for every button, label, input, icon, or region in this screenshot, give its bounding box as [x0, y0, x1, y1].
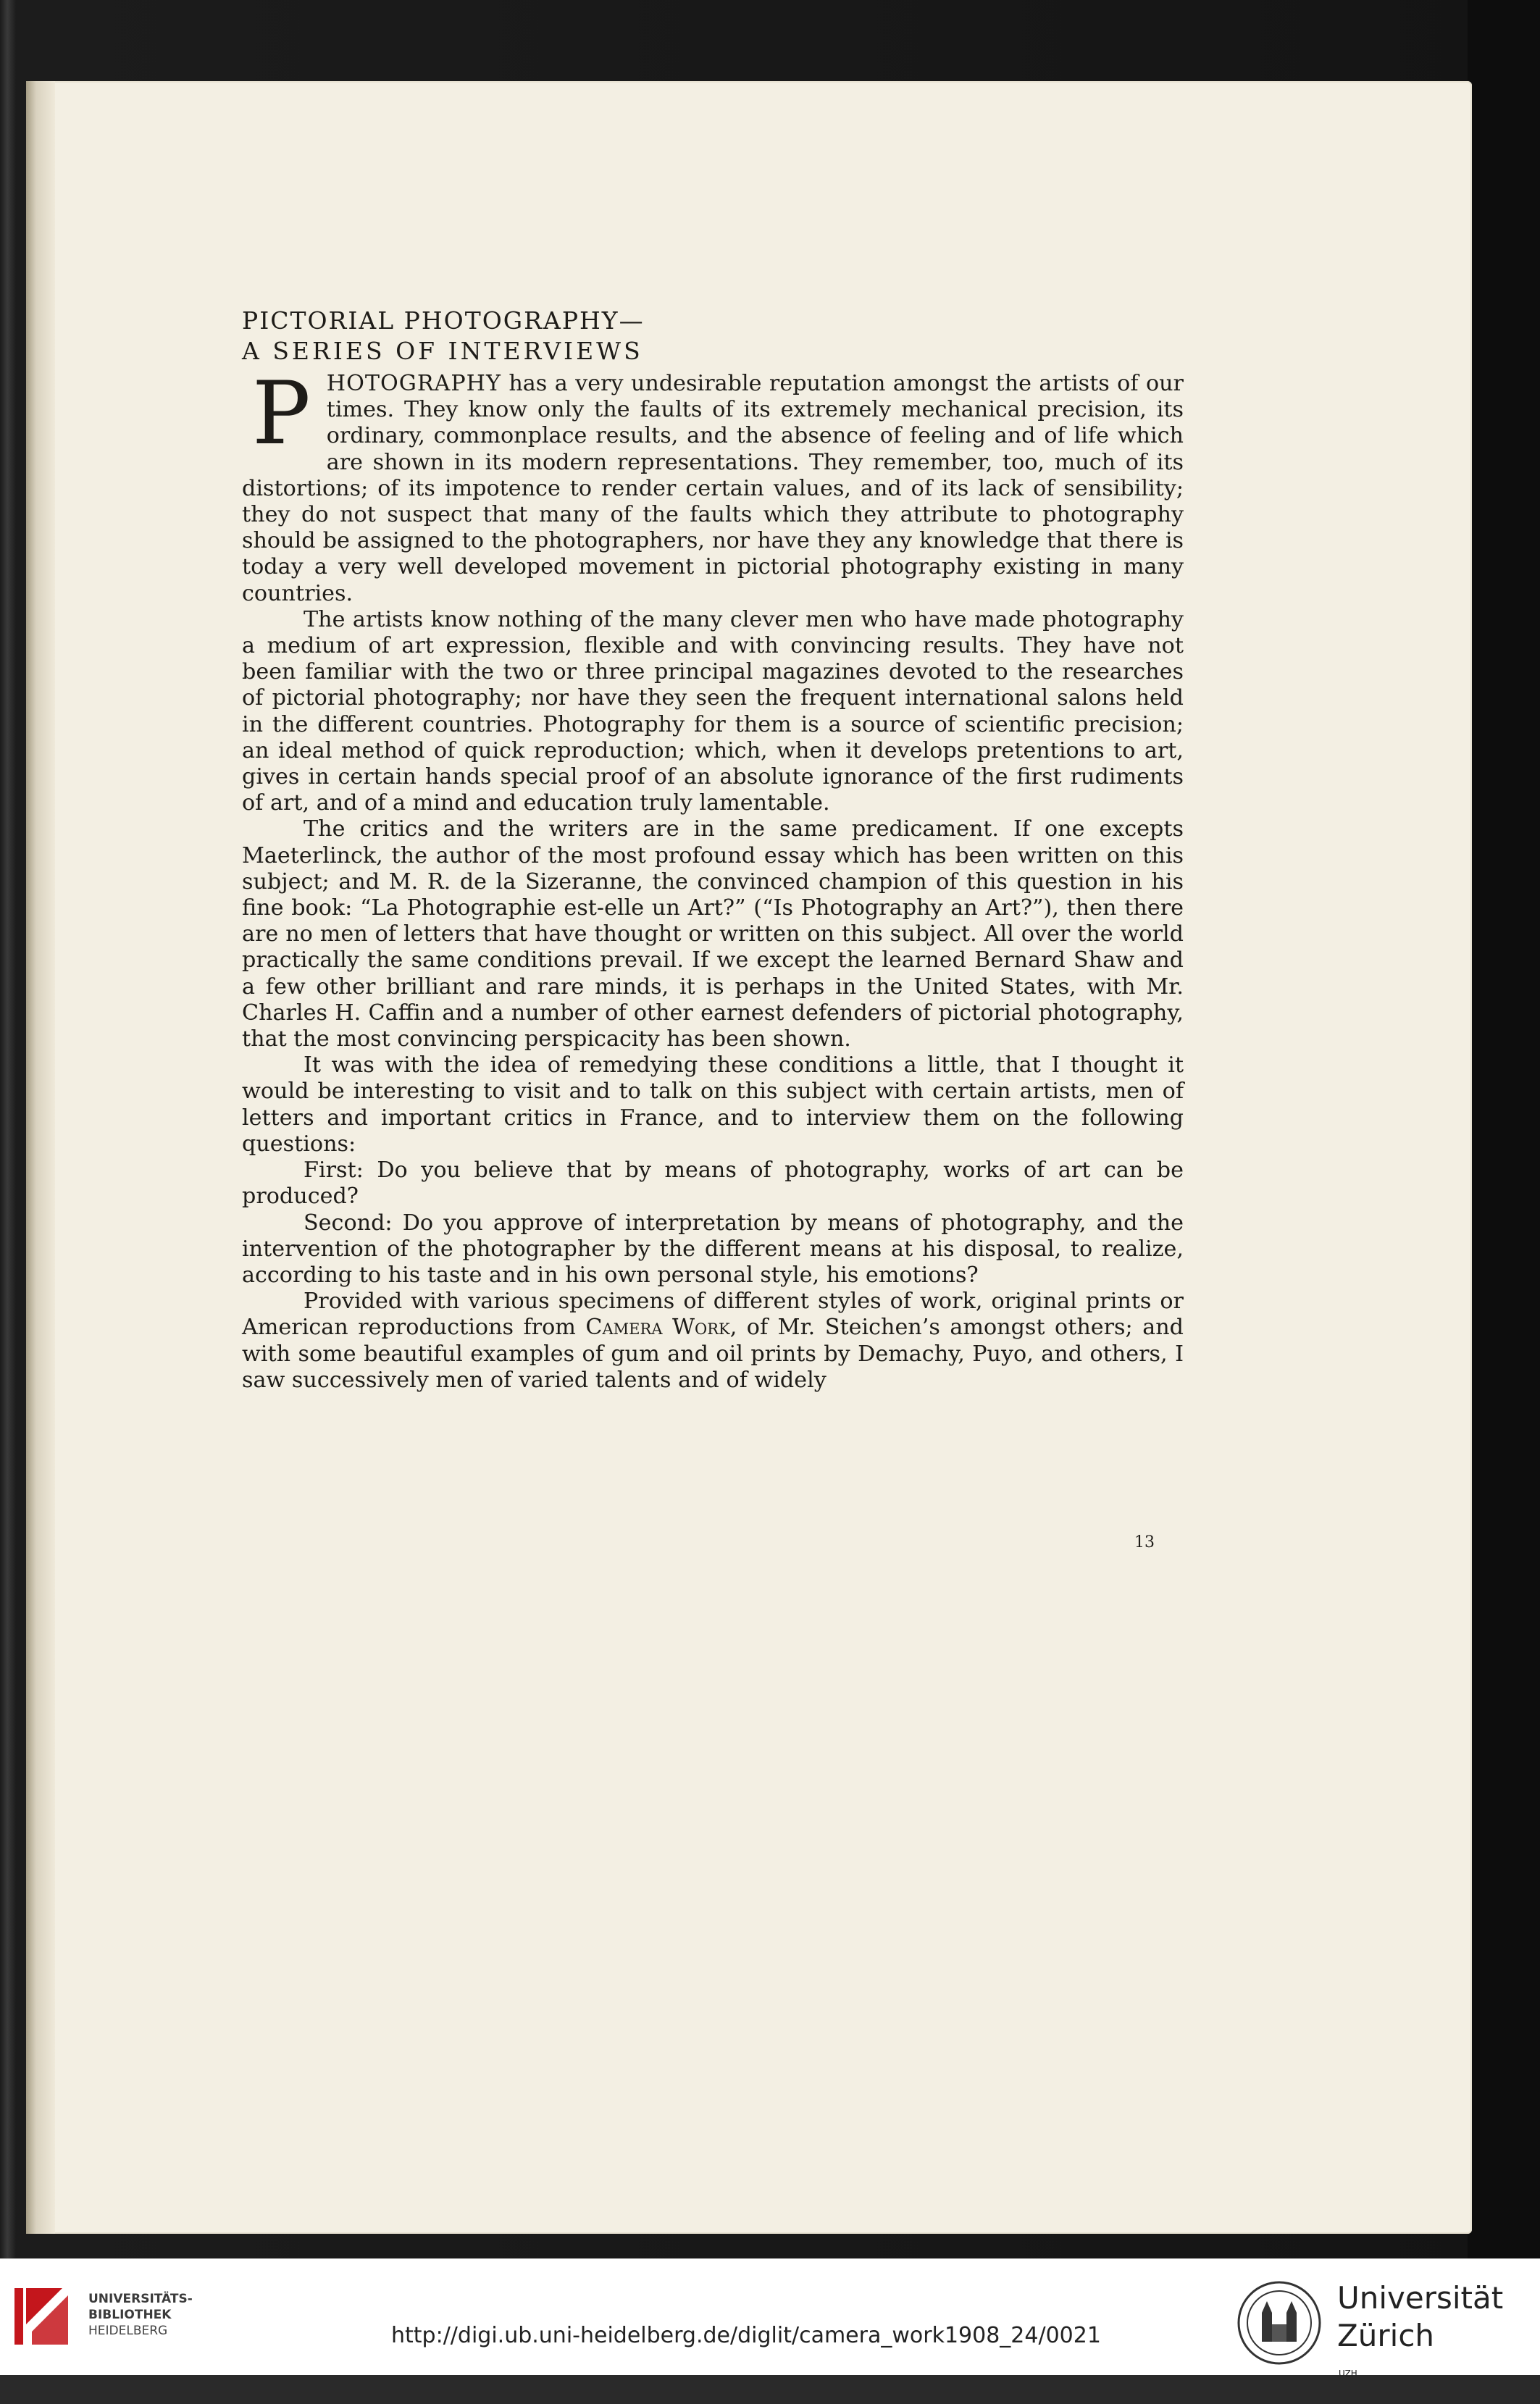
uzh-seal-icon	[1236, 2279, 1323, 2366]
page-gutter-shadow	[26, 81, 55, 2234]
paragraph-1-text: has a very undesirable reputation amongst the artists of our times. They know only the faults of its extremely mechanical precision, its ordinary, commonplace results, and the absence of feeling and of life which are shown in its modern representations. They remember, too, much of its distortions; of its impotence to render certain values, and of its lack of sensibility; they do not suspect that many of the faults which they attribute to photography should be assigned to the photographers, nor have they any knowledge that there is today a very well developed movement in pictorial photography existing in many countries.	[242, 371, 1184, 606]
camera-work-title: Camera Work	[585, 1315, 730, 1341]
uzh-superscript: UZH	[1339, 2369, 1357, 2379]
article	[242, 306, 1184, 1394]
paragraph-7-text-a: Provided with various specimens of different styles of work, original prints or American reproductions from	[242, 1289, 1184, 1341]
paragraph-1-lead: HOTOGRAPHY	[326, 371, 501, 396]
ub-line-1: UNIVERSITÄTS-	[88, 2292, 193, 2306]
uzh-line-2	[1337, 2317, 1503, 2404]
viewer-footer	[0, 2258, 1540, 2379]
permalink-url[interactable]: http://digi.ub.uni-heidelberg.de/diglit/camera_work1908_24/0021	[391, 2323, 1101, 2348]
ub-heidelberg-wordmark	[88, 2291, 193, 2339]
paragraph-5: First: Do you believe that by means of photography, works of art can be produced?	[242, 1157, 1184, 1210]
paragraph-7-text-b: , of Mr. Steichen’s amongst others; and with some beautiful examples of gum and oil prints by Demachy, Puyo, and others, I saw successively men of varied talents and of widely	[242, 1315, 1184, 1393]
uzh-zurich: Zürich	[1337, 2318, 1435, 2353]
book-page	[26, 81, 1472, 2234]
title-line-2: A SERIES OF INTERVIEWS	[242, 337, 643, 365]
paragraph-2: The artists know nothing of the many clever men who have made photography a medium of art expression, flexible and with convincing results. They have not been familiar with the two or three principal magazines devoted to the researches of pictorial photography; nor have they seen the frequent international salons held in the different countries. Photography for them is a source of scientific precision; an ideal method of quick reproduction; which, when it develops pretentions to art, gives in certain hands special proof of an absolute ignorance of the first rudiments of art, and of a mind and education truly lamentable.	[242, 606, 1184, 816]
ub-heidelberg-logo-icon	[10, 2281, 74, 2350]
scan-background	[1468, 0, 1540, 2258]
title-line-1: PICTORIAL PHOTOGRAPHY—	[242, 306, 645, 335]
paragraph-3: The critics and the writers are in the same predicament. If one excepts Maeterlinck, the author of the most profound essay which has been written on this subject; and M. R. de la Sizeranne, the convinced champion of this question in his fine book: “La Photographie est-elle un Art?” (“Is Photography an Art?”), then there are no men of letters that have thought or written on this subject. All over the world practically the same conditions prevail. If we except the learned Bernard Shaw and a few other brilliant and rare minds, it is perhaps in the United States, with Mr. Charles H. Caffin and a number of other earnest defenders of pictorial photography, that the most convincing perspicacity has been shown.	[242, 816, 1184, 1052]
uzh-line-1: Universität	[1337, 2280, 1504, 2316]
paragraph-7	[242, 1289, 1184, 1394]
ub-line-3: HEIDELBERG	[88, 2324, 168, 2338]
paragraph-4: It was with the idea of remedying these conditions a little, that I thought it would be interesting to visit and to talk on this subject with certain artists, men of letters and important critics in France, and to interview them on the following questions:	[242, 1052, 1184, 1157]
paragraph-6: Second: Do you approve of interpretation by means of photography, and the intervention of the photographer by the different means at his disposal, to realize, according to his taste and in his own personal style, his emotions?	[242, 1210, 1184, 1288]
drop-cap: P	[252, 364, 311, 464]
article-body	[242, 364, 1184, 1394]
ub-line-2: BIBLIOTHEK	[88, 2308, 172, 2322]
page-number: 13	[1134, 1533, 1155, 1551]
article-title	[242, 306, 1184, 367]
paragraph-1	[242, 364, 1184, 607]
uzh-wordmark	[1337, 2279, 1503, 2404]
